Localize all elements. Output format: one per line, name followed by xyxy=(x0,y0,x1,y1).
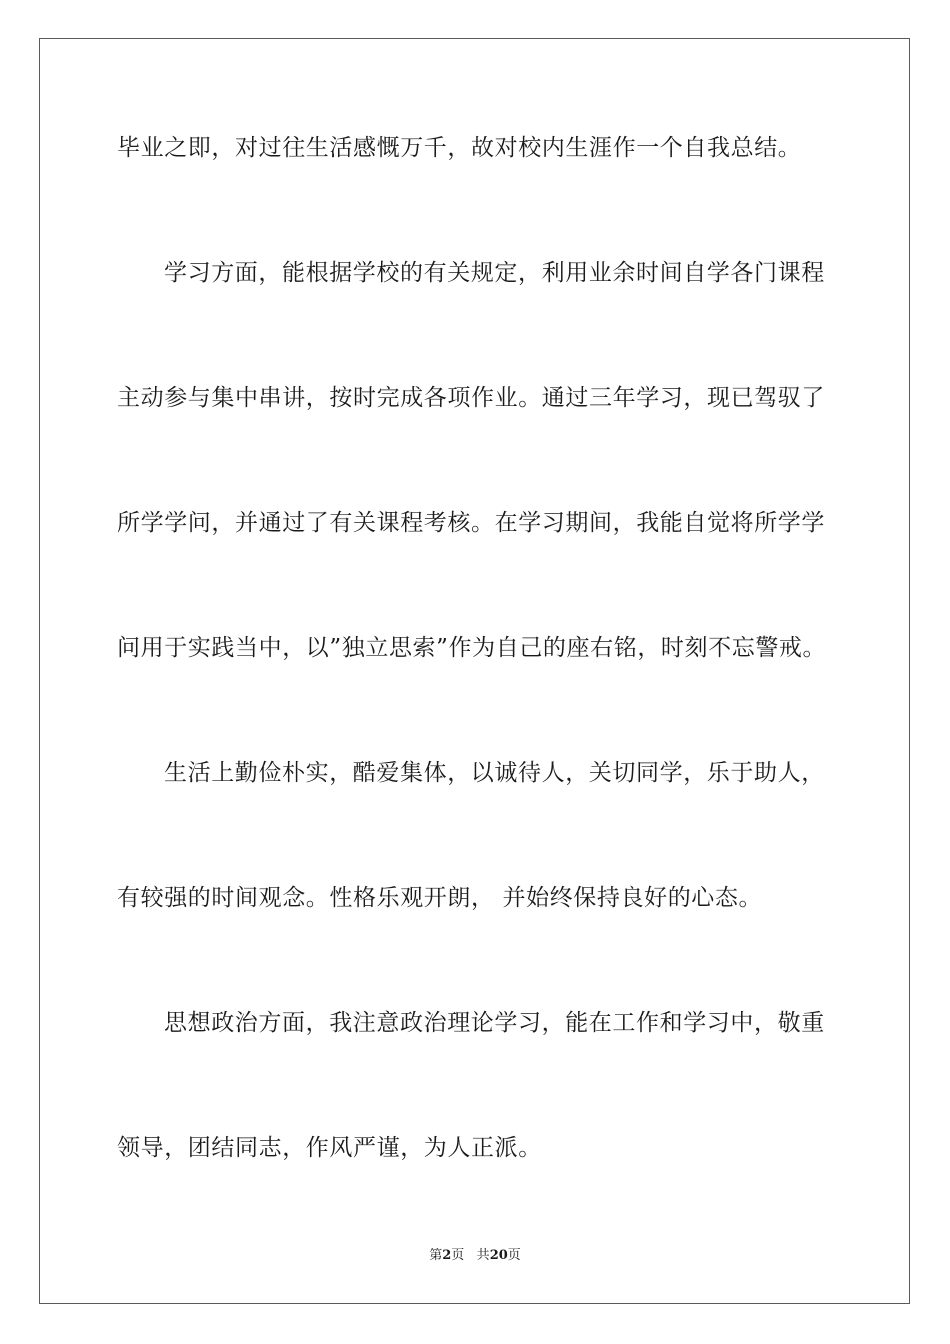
page-border xyxy=(39,38,910,1304)
body-line-1: 毕业之即，对过往生活感慨万千，故对校内生涯作一个自我总结。 xyxy=(117,135,802,161)
page-suffix: 页 xyxy=(451,1248,465,1263)
page-footer xyxy=(0,1247,950,1265)
body-line-5: 问用于实践当中，以”独立思索”作为自己的座右铭，时刻不忘警戒。 xyxy=(117,635,827,661)
body-line-7: 有较强的时间观念。性格乐观开朗， 并始终保持良好的心态。 xyxy=(117,885,763,911)
body-line-8: 思想政治方面，我注意政治理论学习，能在工作和学习中，敬重 xyxy=(164,1010,825,1036)
body-line-6: 生活上勤俭朴实，酷爱集体，以诚待人，关切同学，乐于助人， xyxy=(164,760,825,786)
body-line-2: 学习方面，能根据学校的有关规定，利用业余时间自学各门课程 xyxy=(164,260,825,286)
total-suffix: 页 xyxy=(507,1248,521,1263)
total-pages: 20 xyxy=(489,1248,508,1263)
page-prefix: 第 xyxy=(429,1248,443,1263)
page-number: 2 xyxy=(442,1248,452,1263)
total-prefix: 共 xyxy=(476,1248,490,1263)
body-line-9: 领导，团结同志，作风严谨，为人正派。 xyxy=(117,1135,542,1161)
body-line-3: 主动参与集中串讲，按时完成各项作业。通过三年学习，现已驾驭了 xyxy=(117,385,825,411)
body-line-4: 所学学问，并通过了有关课程考核。在学习期间，我能自觉将所学学 xyxy=(117,510,825,536)
